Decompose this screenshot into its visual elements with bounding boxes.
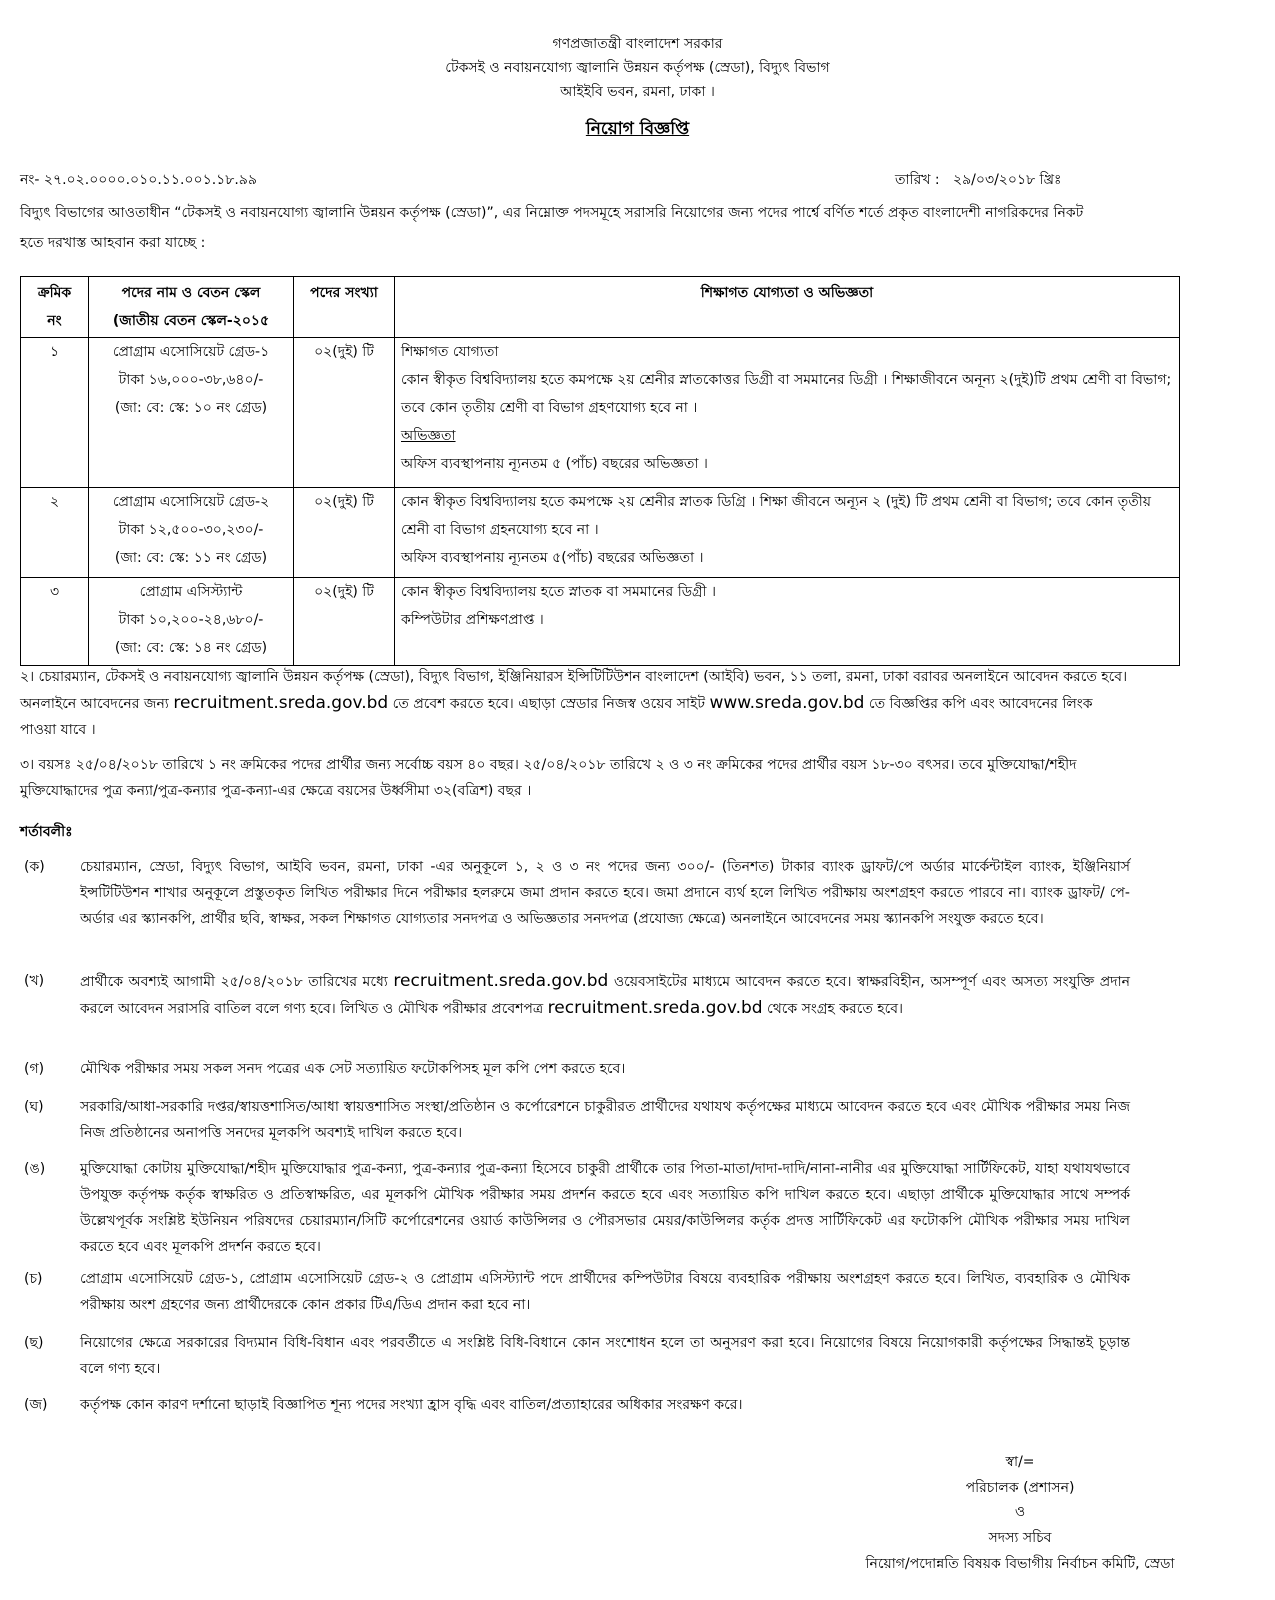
- row-serial: ৩: [21, 578, 89, 666]
- condition-marker: (ক): [24, 859, 45, 875]
- header-qualification: শিক্ষাগত যোগ্যতা ও অভিজ্ঞতা: [395, 277, 1180, 338]
- row-qualification: শিক্ষাগত যোগ্যতা কোন স্বীকৃত বিশ্ববিদ্যালয় হতে কমপক্ষে ২য় শ্রেনীর স্নাতকোত্তর ডিগ্রী বা সমমানের ডিগ্রী । শিক্ষাজীবনে অনূন্য ২(দুই)টি প্রথম শ্রেণী বা বিভাগ; তবে কোন তৃতীয় শ্রেণী বা বিভাগ গ্রহণযোগ্য হবে না । অভিজ্ঞতা অফিস ব্যবস্থাপনায় ন্যূনতম ৫ (পাঁচ) বছরের অভিজ্ঞতা ।: [395, 338, 1180, 488]
- condition-ga: (গ) মৌখিক পরীক্ষার সময় সকল সনদ পত্রের এক সেট সত্যায়িত ফটোকপিসহ মূল কপি পেশ করতে হবে।: [20, 1056, 1130, 1082]
- row-post: প্রোগ্রাম এসোসিয়েট গ্রেড-২ টাকা ১২,৫০০-৩০,২৩০/- (জা: বে: স্কে: ১১ নং গ্রেড): [89, 488, 294, 578]
- condition-gha: (ঘ) সরকারি/আধা-সরকারি দপ্তর/স্বায়ত্তশাসিত/আধা স্বায়ত্তশাসিত সংস্থা/প্রতিষ্ঠান ও কর্পোরেশনে চাকুরীরত প্রার্থীদের যথাযথ কর্তৃপক্ষের মাধ্যমে আবেদন করতে হবে এবং মৌখিক পরীক্ষার সময় নিজ নিজ প্রতিষ্ঠানের অনাপত্তি সনদের মূলকপি অবশ্যই দাখিল করতে হবে।: [20, 1094, 1130, 1146]
- condition-marker: (জ): [24, 1397, 48, 1413]
- signatory-role: সদস্য সচিব: [988, 1530, 1052, 1546]
- table-row: [21, 488, 1180, 578]
- table-header-row: [21, 277, 1180, 338]
- signatory-and: ও: [1014, 1504, 1026, 1520]
- row-count: ০২(দুই) টি: [294, 488, 395, 578]
- table-row: [21, 578, 1180, 666]
- signatory-committee: নিয়োগ/পদোন্নতি বিষয়ক বিভাগীয় নির্বাচন কমিটি, স্রেডা: [865, 1556, 1175, 1572]
- conditions-title: শর্তাবলীঃ: [20, 824, 73, 840]
- condition-umo: (ঙ) মুক্তিযোদ্ধা কোটায় মুক্তিযোদ্ধা/শহীদ মুক্তিযোদ্ধার পুত্র-কন্যা, পুত্র-কন্যার পুত্র-কন্যা হিসেবে চাকুরী প্রার্থীকে তার পিতা-মাতা/দাদা-দাদি/নানা-নানীর এর মুক্তিযোদ্ধা সার্টিফিকেট, যাহা যথাযথভাবে উপযুক্ত কর্তৃপক্ষ কর্তৃক স্বাক্ষরিত ও প্রতিস্বাক্ষরিত, এর মূলকপি মৌখিক পরীক্ষার সময় প্রদর্শন করতে হবে এবং সত্যায়িত কপি দাখিল করতে হবে। এছাড়া প্রার্থীকে মুক্তিযোদ্ধার সাথে সম্পর্ক উল্লেখপূর্বক সংশ্লিষ্ট ইউনিয়ন পরিষদের চেয়ারম্যান/সিটি কর্পোরেশনের ওয়ার্ড কাউন্সিলর ও পৌরসভার মেয়র/কাউন্সিলর কর্তৃক প্রদত্ত সার্টিফিকেট এর ফটোকপি মৌখিক পরীক্ষার সময় দাখিল করতে হবে এবং মূলকপি প্রদর্শন করতে হবে।: [20, 1156, 1130, 1260]
- row-serial: ১: [21, 338, 89, 488]
- header-post: পদের নাম ও বেতন স্কেল (জাতীয় বেতন স্কেল-২০১৫: [89, 277, 294, 338]
- row-qualification: কোন স্বীকৃত বিশ্ববিদ্যালয় হতে স্নাতক বা সমমানের ডিগ্রী । কম্পিউটার প্রশিক্ষণপ্রাপ্ত ।: [395, 578, 1180, 666]
- row-post: প্রোগ্রাম এসোসিয়েট গ্রেড-১ টাকা ১৬,০০০-৩৮,৬৪০/- (জা: বে: স্কে: ১০ নং গ্রেড): [89, 338, 294, 488]
- condition-marker: (চ): [24, 1271, 43, 1287]
- application-paragraph: ২। চেয়ারম্যান, টেকসই ও নবায়নযোগ্য জ্বালানি উন্নয়ন কর্তৃপক্ষ (স্রেডা), বিদ্যুৎ বিভাগ, ইঞ্জিনিয়ারস ইন্সিটিটিউশন বাংলাদেশ (আইবি) ভবন, ১১ তলা, রমনা, ঢাকা বরাবর অনলাইনে আবেদন করতে হবে। অনলাইনে আবেদনের জন্য recruitment.sreda.gov.bd তে প্রবেশ করতে হবে। এছাড়া স্রেডার নিজস্ব ওয়েব সাইট www.sreda.gov.bd তে বিজ্ঞপ্তির কপি এবং আবেদনের লিংক পাওয়া যাবে ।: [20, 669, 1128, 738]
- intro-paragraph: বিদ্যুৎ বিভাগের আওতাধীন “টেকসই ও নবায়নযোগ্য জ্বালানি উন্নয়ন কর্তৃপক্ষ (স্রেডা)”, এর নিম্নোক্ত পদসমূহে সরাসরি নিয়োগের জন্য পদের পার্শ্বে বর্ণিত শর্তে প্রকৃত বাংলাদেশী নাগরিকদের নিকট হতে দরখাস্ত আহবান করা যাচ্ছে :: [20, 205, 1084, 251]
- condition-marker: (ঙ): [24, 1161, 46, 1177]
- signature-mark: স্বা/=: [1005, 1454, 1035, 1470]
- header-serial: ক্রমিক নং: [21, 277, 89, 338]
- row-qualification: কোন স্বীকৃত বিশ্ববিদ্যালয় হতে কমপক্ষে ২য় শ্রেনীর স্নাতক ডিগ্রি । শিক্ষা জীবনে অন্যূন ২ (দুই) টি প্রথম শ্রেনী বা বিভাগ; তবে কোন তৃতীয় শ্রেনী বা বিভাগ গ্রহনযোগ্য হবে না । অফিস ব্যবস্থাপনায় ন্যূনতম ৫(পাঁচ) বছরের অভিজ্ঞতা ।: [395, 488, 1180, 578]
- header-count: পদের সংখ্যা: [294, 277, 395, 338]
- condition-ka: (ক) চেয়ারম্যান, স্রেডা, বিদ্যুৎ বিভাগ, আইবি ভবন, রমনা, ঢাকা -এর অনুকূলে ১, ২ ও ৩ নং পদের জন্য ৩০০/- (তিনশত) টাকার ব্যাংক ড্রাফট/পে অর্ডার মার্কেন্টাইল ব্যাংক, ইঞ্জিনিয়ার্স ইন্সটিটিউশন শাখার অনুকূলে প্রস্তুতকৃত লিখিত পরীক্ষার দিনে পরীক্ষার হলরুমে জমা প্রদান করতে হবে। জমা প্রদানে ব্যর্থ হলে লিখিত পরীক্ষায় অংশগ্রহণ করতে পারবে না। ব্যাংক ড্রাফট/ পে-অর্ডার এর স্ক্যানকপি, প্রার্থীর ছবি, স্বাক্ষর, সকল শিক্ষাগত যোগ্যতার সনদপত্র ও অভিজ্ঞতার সনদপত্র (প্রযোজ্য ক্ষেত্রে) অনলাইনে আবেদনের সময় স্ক্যানকপি সংযুক্ত করতে হবে।: [20, 854, 1130, 932]
- age-paragraph: ৩। বয়সঃ ২৫/০৪/২০১৮ তারিখে ১ নং ক্রমিকের পদের প্রার্থীর জন্য সর্বোচ্চ বয়স ৪০ বছর। ২৫/০৪/২০১৮ তারিখে ২ ও ৩ নং ক্রমিকের পদের প্রার্থীর বয়স ১৮-৩০ বৎসর। তবে মুক্তিযোদ্ধা/শহীদ মুক্তিযোদ্ধাদের পুত্র কন্যা/পুত্র-কন্যার পুত্র-কন্যা-এর ক্ষেত্রে বয়সের উর্ধ্বসীমা ৩২(বত্রিশ) বছর ।: [20, 757, 1077, 799]
- condition-marker: (খ): [24, 973, 45, 989]
- row-count: ০২(দুই) টি: [294, 578, 395, 666]
- signatory-title: পরিচালক (প্রশাসন): [965, 1480, 1075, 1496]
- row-post: প্রোগ্রাম এসিস্ট্যান্ট টাকা ১০,২০০-২৪,৬৮০/- (জা: বে: স্কে: ১৪ নং গ্রেড): [89, 578, 294, 666]
- notice-title: নিয়োগ বিজ্ঞপ্তি: [585, 119, 690, 139]
- notice-date: তারিখ : ২৯/০৩/২০১৮ খ্রিঃ: [895, 172, 1062, 188]
- posts-table: [20, 276, 1180, 666]
- condition-marker: (ঘ): [24, 1099, 44, 1115]
- table-row: [21, 338, 1180, 488]
- header-address: আইইবি ভবন, রমনা, ঢাকা ।: [560, 84, 715, 100]
- recruitment-site-link[interactable]: recruitment.sreda.gov.bd: [173, 693, 389, 713]
- memo-number: নং- ২৭.০২.০০০০.০১০.১১.০০১.১৮.৯৯: [20, 172, 257, 188]
- recruitment-site-link[interactable]: recruitment.sreda.gov.bd: [393, 971, 609, 991]
- condition-cha: (চ) প্রোগ্রাম এসোসিয়েট গ্রেড-১, প্রোগ্রাম এসোসিয়েট গ্রেড-২ ও প্রোগ্রাম এসিস্ট্যান্ট পদে প্রার্থীদের কম্পিউটার বিষয়ে ব্যবহারিক পরীক্ষায় অংশগ্রহণ করতে হবে। লিখিত, ব্যবহারিক ও মৌখিক পরীক্ষায় অংশ গ্রহণের জন্য প্রার্থীদেরকে কোন প্রকার টিএ/ডিএ প্রদান করা হবে না।: [20, 1266, 1130, 1318]
- header-government: গণপ্রজাতন্ত্রী বাংলাদেশ সরকার: [552, 36, 723, 52]
- admit-card-site-link[interactable]: recruitment.sreda.gov.bd: [547, 998, 763, 1018]
- row-count: ০২(দুই) টি: [294, 338, 395, 488]
- sreda-site-link[interactable]: www.sreda.gov.bd: [709, 693, 865, 713]
- condition-kha: (খ) প্রার্থীকে অবশ্যই আগামী ২৫/০৪/২০১৮ তারিখের মধ্যে recruitment.sreda.gov.bd ওয়েবসাইটের মাধ্যমে আবেদন করতে হবে। স্বাক্ষরবিহীন, অসম্পূর্ণ এবং অসত্য সংযুক্তি প্রদান করলে আবেদন সরাসরি বাতিল বলে গণ্য হবে। লিখিত ও মৌখিক পরীক্ষার প্রবেশপত্র recruitment.sreda.gov.bd থেকে সংগ্রহ করতে হবে।: [20, 968, 1130, 1022]
- condition-marker: (ছ): [24, 1335, 44, 1351]
- condition-ja: (জ) কর্তৃপক্ষ কোন কারণ দর্শানো ছাড়াই বিজ্ঞাপিত শূন্য পদের সংখ্যা হ্রাস বৃদ্ধি এবং বাতিল/প্রত্যাহারের অধিকার সংরক্ষণ করে।: [20, 1392, 1130, 1418]
- header-authority: টেকসই ও নবায়নযোগ্য জ্বালানি উন্নয়ন কর্তৃপক্ষ (স্রেডা), বিদ্যুৎ বিভাগ: [445, 60, 830, 76]
- condition-marker: (গ): [24, 1061, 45, 1077]
- row-serial: ২: [21, 488, 89, 578]
- condition-chha: (ছ) নিয়োগের ক্ষেত্রে সরকারের বিদ্যমান বিধি-বিধান এবং পরবর্তীতে এ সংশ্লিষ্ট বিধি-বিধানে কোন সংশোধন হলে তা অনুসরণ করা হবে। নিয়োগের বিষয়ে নিয়োগকারী কর্তৃপক্ষের সিদ্ধান্তই চূড়ান্ত বলে গণ্য হবে।: [20, 1330, 1130, 1382]
